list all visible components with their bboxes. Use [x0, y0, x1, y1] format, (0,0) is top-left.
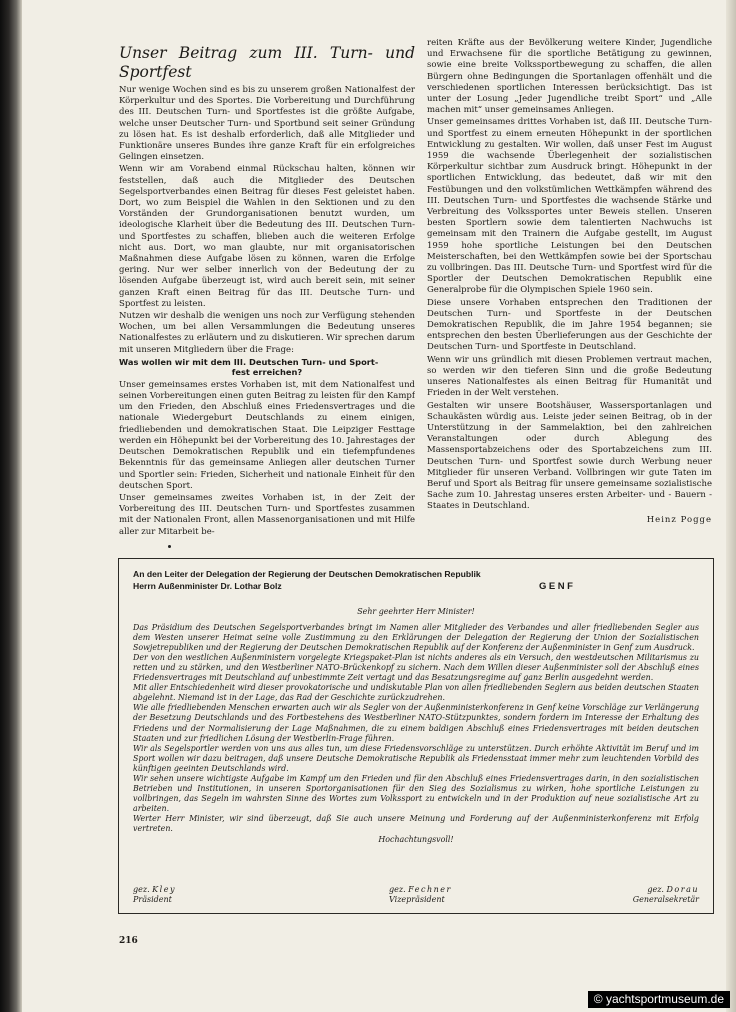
- signature-prefix: gez.: [389, 885, 406, 894]
- article-paragraph: Wenn wir am Vorabend einmal Rückschau halten, können wir feststellen, daß auch die Mitglieder des Deutschen Segelsportverbandes einen Beitrag für dieses Fest geleistet haben. Dort, wo zum Beispiel die Wahlen in den Sektionen und zu den Vorständen der Grundorganisationen benutzt wurden, um ideologische Klarheit über die Bedeutung des III. Deutschen Turn- und Sportfestes zu schaffen, blieben auch die weiteren Erfolge nicht aus. Dort, wo man glaubte, nur mit organisatorischen Maßnahmen diese Aufgabe lösen zu können, waren die Erfolge gering. Nur wer selber innerlich von der Bedeutung der zu lösenden Aufgabe überzeugt ist, wird auch bereit sein, mit seiner ganzen Kraft einen Beitrag für das III. Deutsche Turn- und Sportfest zu leisten.: [119, 164, 415, 309]
- article-paragraph: Unser gemeinsames erstes Vorhaben ist, mit dem Nationalfest und seinen Vorbereitungen einen guten Beitrag zu leisten für den Kampf um den Frieden, den Abschluß eines Friedensvertrages und die nationale Wiedergeburt Deutschlands zu einem einigen, friedliebenden und demokratischen Staat. Die Leipziger Festtage werden ein Höhepunkt bei der Vorbereitung des 10. Jahrestages der Deutschen Demokratischen Republik und ein tiefempfundenes Bekenntnis für das gemeinsame Anliegen aller deutschen Turner und Sportler sein: Frieden, Sicherheit und nationale Einheit für den deutschen Sport.: [119, 379, 415, 491]
- recipient-line: An den Leiter der Delegation der Regierung der Deutschen Demokratischen Republik: [133, 569, 481, 579]
- letter-salutation: Sehr geehrter Herr Minister!: [357, 607, 475, 616]
- signature-prefix: gez.: [647, 885, 664, 894]
- article-paragraph: reiten Kräfte aus der Bevölkerung weitere Kinder, Jugendliche und Erwachsene für die sportliche Betätigung zu gewinnen, sowie eine breite Volkssportbewegung zu schaffen, die allen Bürgern ohne Bedingungen die Sportanlagen offenhält und die verschiedenen sportlichen Interessen berücksichtigt. Das ist unter der Losung „Jeder Jugendliche treibt Sport“ und „Alle machen mit“ unser gemeinsames Anliegen.: [427, 38, 712, 116]
- signature-name: Dorau: [666, 885, 699, 894]
- book-binding-shadow: [0, 0, 22, 1012]
- article-paragraph: Wenn wir uns gründlich mit diesen Problemen vertraut machen, so werden wir den tieferen Sinn und die große Bedeutung unseres Nationalfestes als einen Beitrag für Humanität und Frieden in der Welt verstehen.: [427, 354, 712, 399]
- article-paragraph: Nur wenige Wochen sind es bis zu unserem großen Nationalfest der Körperkultur und des Sportes. Die Vorbereitung und Durchführung des III. Deutschen Turn- und Sportfestes ist die größte Aufgabe, welche unser Deutscher Turn- und Sportbund seit seiner Gründung zu lösen hat. Es ist deshalb erforderlich, daß alle Mitglieder und Funktionäre unseres Bundes ihre ganze Kraft für ein erfolgreiches Gelingen einsetzen.: [119, 85, 415, 163]
- subheading-line: Was wollen wir mit dem III. Deutschen Turn- und Sport-: [119, 356, 379, 367]
- letter-paragraph: Wie alle friedliebenden Menschen erwarten auch wir als Segler von der Außenministerkonferenz in Genf keine Vorschläge zur Verlängerung der Besetzung Deutschlands und des Fortbestehens des Westberliner NATO-Stützpunktes, sondern fordern im Interesse der Erhaltung des Friedens und der Normalisierung der Lage Maßnahmen, die zu einem baldigen Abschluß eines Friedensvertrages mit beiden deutschen Staaten und zur friedlichen Lösung der Westberlin-Frage führen.: [133, 703, 699, 743]
- watermark-label: © yachtsportmuseum.de: [588, 991, 730, 1008]
- letter-box: [118, 558, 714, 914]
- letter-closing: Hochachtungsvoll!: [378, 835, 454, 845]
- letter-paragraph: Werter Herr Minister, wir sind überzeugt, daß Sie auch unsere Meinung und Forderung auf der Außenministerkonferenz mit Erfolg vertreten.: [133, 813, 699, 833]
- bullet-mark: [168, 545, 171, 548]
- subheading-line: fest erreichen?: [231, 367, 303, 378]
- article-paragraph: Nutzen wir deshalb die wenigen uns noch zur Verfügung stehenden Wochen, um bei allen Versammlungen die Bedeutung unseres Nationalfestes zu erläutern und zu diskutieren. Wir sprechen darum mit unseren Mitgliedern über die Frage:: [119, 311, 415, 355]
- signature-role: Präsident: [133, 894, 172, 904]
- signature-role: Vizepräsident: [389, 894, 445, 904]
- article-author: Heinz Pogge: [646, 514, 712, 525]
- article-subheading: [119, 357, 415, 378]
- signature-block: [633, 885, 699, 904]
- page-edge: [726, 0, 736, 1012]
- article-title: Unser Beitrag zum III. Turn- und Sportfest: [119, 44, 415, 81]
- letter-place: GENF: [539, 581, 576, 592]
- recipient-line: Herrn Außenminister Dr. Lothar Bolz: [133, 581, 282, 591]
- letter-paragraph: Wir sehen unsere wichtigste Aufgabe im Kampf um den Frieden und für den Abschluß eines Friedensvertrages darin, in den sozialistischen Betrieben und Institutionen, in unseren Sportorganisationen für den Sieg des Sozialismus zu wirken, hohe sportliche Leistungen zu vollbringen, das Segeln im wahrsten Sinne des Wortes zum Volkssport zu entwickeln und in der Produktion auf neue sozialistische Art zu arbeiten.: [133, 773, 699, 813]
- letter-body: [133, 607, 699, 845]
- letter-paragraph: Wir als Segelsportler werden von uns aus alles tun, um diese Friedensvorschläge zu unterstützen. Durch erhöhte Aktivität im Beruf und im Sport wollen wir dazu beitragen, daß unsere Deutsche Demokratische Republik als Friedensstaat immer mehr zum leuchtenden Vorbild des künftigen geeinten Deutschlands wird.: [133, 743, 699, 773]
- letter-recipient: [133, 568, 693, 592]
- signature-block: [389, 885, 452, 904]
- signature-block: [133, 885, 176, 904]
- article-paragraph: Diese unsere Vorhaben entsprechen den Traditionen der Deutschen Turn- und Sportfeste in der Deutschen Demokratischen Republik, die im Jahre 1954 begannen; sie entsprechen den besten Überlieferungen aus der Geschichte der Deutschen Turn- und Sportfeste in Deutschland.: [427, 297, 712, 353]
- article-paragraph: Unser gemeinsames zweites Vorhaben ist, in der Zeit der Vorbereitung des III. Deutschen Turn- und Sportfestes zusammen mit der Nationalen Front, allen Massenorganisationen und mit Hilfe aller zur Mitarbeit be-: [119, 492, 415, 537]
- signature-name: Kley: [152, 885, 176, 894]
- article-column-left: [119, 38, 415, 543]
- signature-role: Generalsekretär: [632, 894, 699, 904]
- letter-paragraph: Das Präsidium des Deutschen Segelsportverbandes bringt im Namen aller Mitglieder des Verbandes und aller friedliebenden Segler aus dem Westen unserer Heimat seine volle Zustimmung zu den Erklärungen der Delegation der Regierung der Union der Sozialistischen Sowjetrepubliken und der Regierung der Deutschen Demokratischen Republik auf der Konferenz der Außenminister in Genf zum Ausdruck.: [133, 623, 699, 653]
- letter-paragraph: Mit aller Entschiedenheit wird dieser provokatorische und undiskutable Plan von allen friedliebenden Seglern aus beiden deutschen Staaten abgelehnt. Niemand ist in der Lage, das Rad der Geschichte zurückzudrehen.: [133, 683, 699, 703]
- letter-paragraph: Der von den westlichen Außenministern vorgelegte Kriegspaket-Plan ist nichts anderes als ein Versuch, den westdeutschen Militarismus zu retten und zu stärken, und den Westberliner NATO-Brückenkopf zu sichern. Nach dem Willen dieser Außenminister soll der Abschluß eines Friedensvertrages mit Deutschland auf unbestimmte Zeit vertagt und das Besatzungsregime auf ganz Berlin ausgedehnt werden.: [133, 653, 699, 683]
- signature-prefix: gez.: [133, 885, 150, 894]
- article-paragraph: Unser gemeinsames drittes Vorhaben ist, daß III. Deutsche Turn- und Sportfest zu einem erneuten Höhepunkt in der sportlichen Entwicklung zu gestalten. Wir wollen, daß unser Fest im August 1959 die wachsende Überlegenheit der sozialistischen Körperkultur sichtbar zum Ausdruck bringt. Höhepunkt in der sportlichen Entwicklung, das bedeutet, daß wir mit den Festübungen und den volkstümlichen Wettkämpfen während des III. Deutschen Turn- und Sportfestes die wachsende Stärke und Verbreitung des Volkssportes unter Beweis stellen. Unseren besten Sportlern sowie dem talentierten Nachwuchs ist gemeinsam mit den Trainern die Aufgabe gestellt, im August 1959 hohe sportliche Leistungen bei den Deutschen Meisterschaften, bei den Wettkämpfen sowie bei der Sportschau zu vollbringen. Das III. Deutsche Turn- und Sportfest wird für die Sportler der Deutschen Demokratischen Republik eine Generalprobe für die Olympischen Spiele 1960 sein.: [427, 117, 712, 296]
- page-number: 216: [119, 936, 138, 946]
- article-paragraph: Gestalten wir unsere Bootshäuser, Wassersportanlagen und Schaukästen würdig aus. Leiste jeder seinen Beitrag, ob in der Unterstützung in der Sammelaktion, bei den zahlreichen Veranstaltungen oder durch Ablegung des Massensportabzeichens oder des Sportabzeichens zum III. Deutschen Turn- und Sportfest sowie durch Werbung neuer Mitglieder für unseren Verband. Vollbringen wir gute Taten im Beruf und Sport als Beitrag für unsere gemeinsame sozialistische Sache zum 10. Jahrestag unseres ersten Arbeiter- und - Bauern - Staates in Deutschland.: [427, 400, 712, 512]
- signature-name: Fechner: [408, 885, 452, 894]
- article-column-right: [427, 38, 712, 558]
